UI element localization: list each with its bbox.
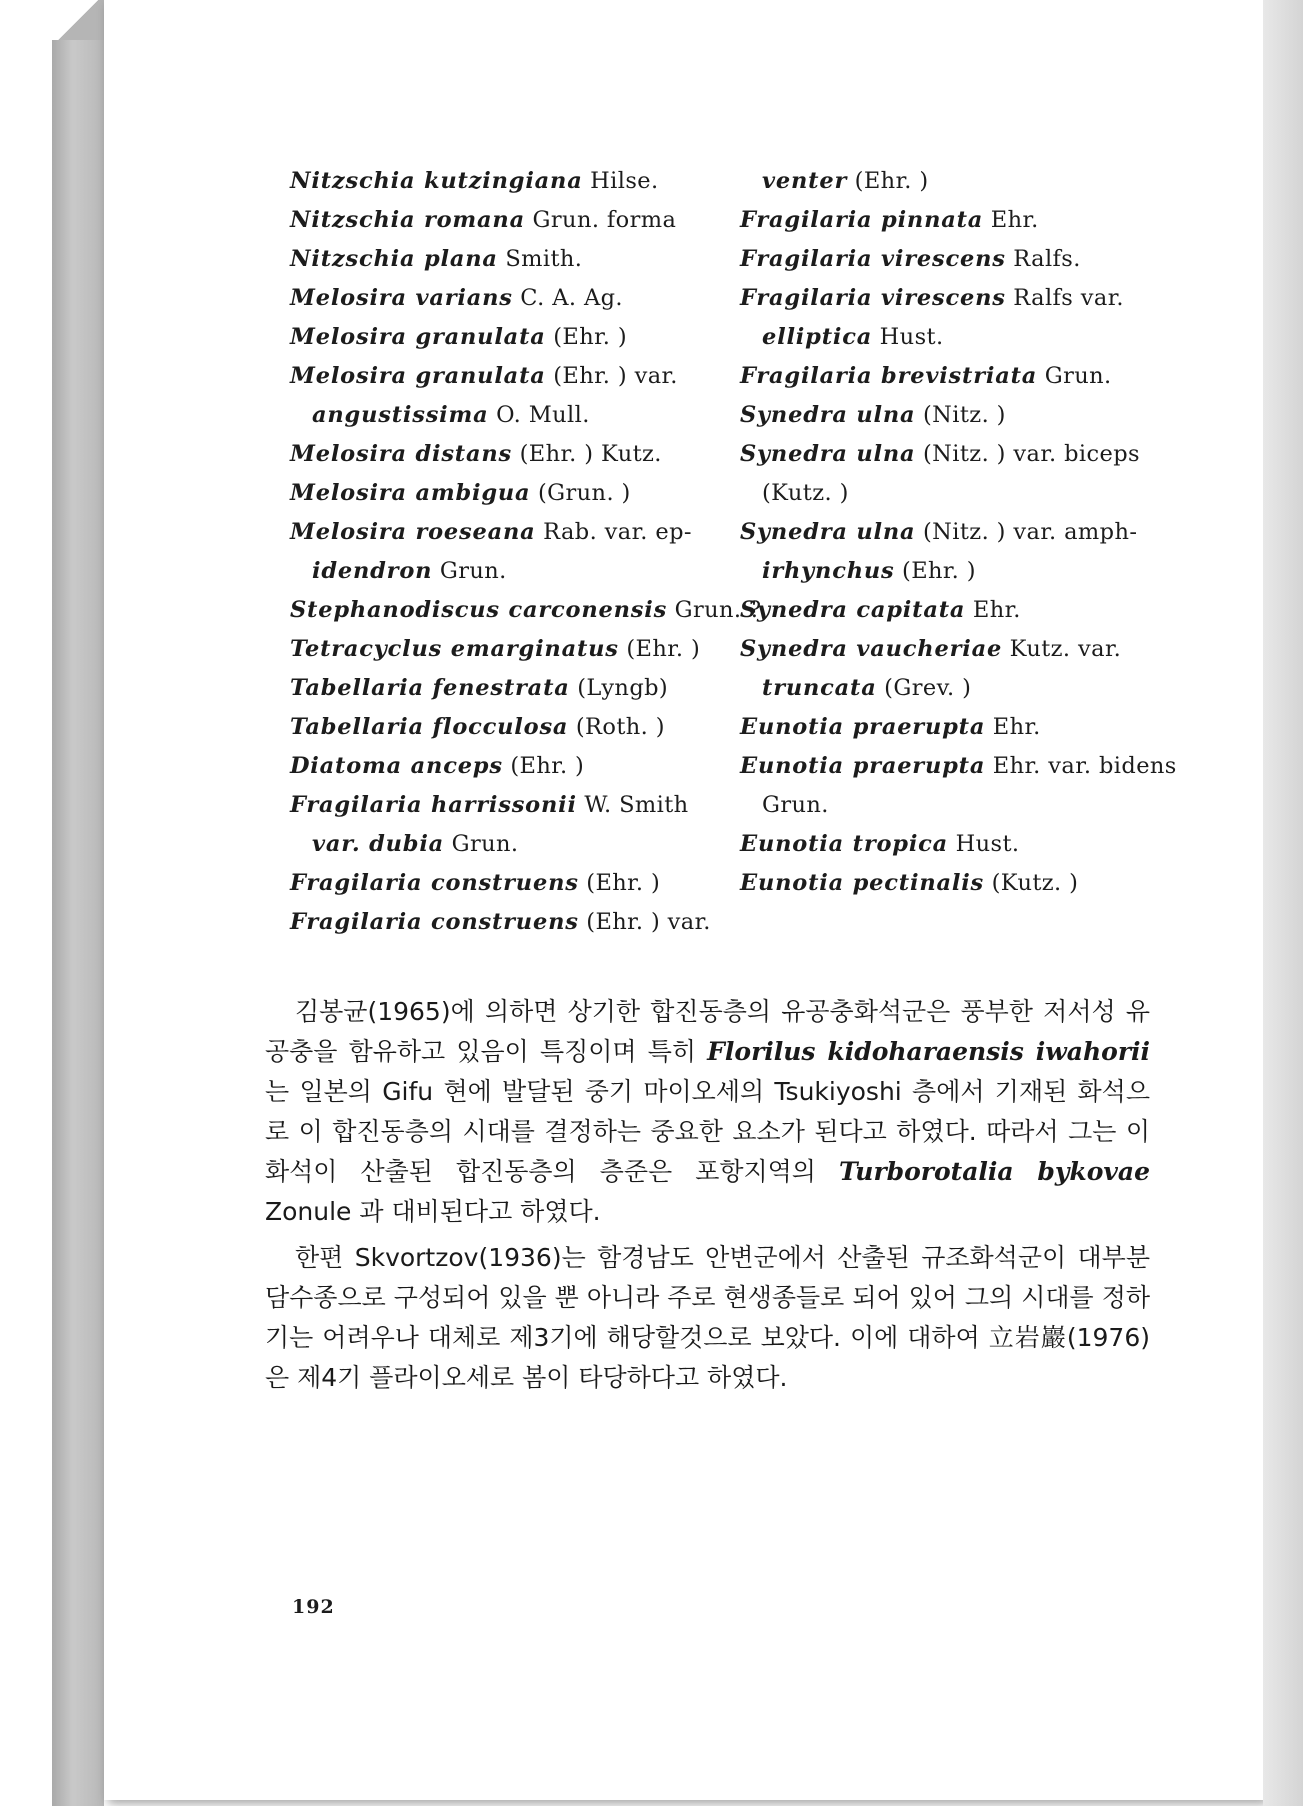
body-text xyxy=(265,992,1150,1404)
paragraph-1-text-a: 김봉균(1965)에 의하면 상기한 합진동층의 유공충화석군은 풍부한 저서성 유공충을 함유하고 있음이 특징이며 특히 xyxy=(265,997,1150,1066)
species-italic-name: Eunotia praerupta xyxy=(740,753,986,779)
page-number: 192 xyxy=(292,1596,335,1618)
species-italic-name: truncata xyxy=(762,675,877,701)
species-authority: Ehr. var. bidens xyxy=(985,753,1177,779)
species-authority: (Ehr. ) xyxy=(545,324,628,350)
species-entry xyxy=(740,591,1160,630)
species-italic-name: Synedra ulna xyxy=(740,519,916,545)
species-entry xyxy=(290,396,700,435)
species-italic-name: Tabellaria flocculosa xyxy=(290,714,569,740)
species-italic-name: Eunotia praerupta xyxy=(740,714,986,740)
species-italic-name: Eunotia pectinalis xyxy=(740,870,985,896)
species-authority: Ralfs. xyxy=(1005,246,1081,272)
paragraph-2: 한편 Skvortzov(1936)는 함경남도 안변군에서 산출된 규조화석군이 대부분 담수종으로 구성되어 있을 뿐 아니라 주로 현생종들로 되어 있어 그의 시대를 정하기는 어려우나 대체로 제3기에 해당할것으로 보았다. 이에 대하여 立岩巖(1976)은 제4기 플라이오세로 봄이 타당하다고 하였다. xyxy=(265,1243,1150,1392)
species-italic-name: Synedra ulna xyxy=(740,441,916,467)
species-entry xyxy=(290,474,700,513)
species-entry xyxy=(740,669,1160,708)
species-entry xyxy=(290,318,700,357)
species-italic-name: venter xyxy=(762,168,848,194)
species-entry xyxy=(290,240,700,279)
species-authority: (Ehr. ) xyxy=(847,168,929,194)
species-entry xyxy=(740,825,1160,864)
species-authority: Hust. xyxy=(948,831,1020,857)
species-italic-name: Synedra ulna xyxy=(740,402,916,428)
species-entry xyxy=(740,708,1160,747)
species-entry xyxy=(740,864,1160,903)
species-entry xyxy=(290,708,700,747)
species-name-florilus: Florilus kidoharaensis iwahorii xyxy=(707,1037,1150,1066)
species-entry xyxy=(290,591,762,630)
species-list-right xyxy=(740,162,1177,903)
species-entry xyxy=(290,552,700,591)
species-authority: (Grev. ) xyxy=(876,675,972,701)
species-italic-name: Nitzschia kutzingiana xyxy=(290,168,583,194)
species-authority: (Kutz. ) xyxy=(762,480,849,506)
species-italic-name: idendron xyxy=(312,558,433,584)
species-entry xyxy=(740,279,1160,318)
species-entry xyxy=(740,162,1160,201)
species-italic-name: Melosira varians xyxy=(290,285,513,311)
species-italic-name: Fragilaria virescens xyxy=(740,285,1006,311)
species-entry xyxy=(740,513,1160,552)
species-entry xyxy=(740,474,1160,513)
species-italic-name: Stephanodiscus carconensis xyxy=(290,597,668,623)
species-italic-name: Diatoma anceps xyxy=(290,753,503,779)
species-entry xyxy=(740,201,1160,240)
species-authority: (Ehr. ) var. xyxy=(545,363,678,389)
species-authority: (Nitz. ) var. biceps xyxy=(915,441,1140,467)
species-entry xyxy=(290,513,700,552)
species-authority: Grun. xyxy=(1037,363,1112,389)
species-entry xyxy=(290,162,700,201)
paragraph-1-text-c: Zonule 과 대비된다고 하였다. xyxy=(265,1197,601,1226)
species-entry xyxy=(740,435,1160,474)
species-authority: (Kutz. ) xyxy=(984,870,1079,896)
species-italic-name: Fragilaria pinnata xyxy=(740,207,984,233)
species-italic-name: Fragilaria construens xyxy=(290,909,579,935)
species-italic-name: irhynchus xyxy=(762,558,895,584)
species-italic-name: elliptica xyxy=(762,324,873,350)
species-entry xyxy=(290,630,700,669)
species-italic-name: var. dubia xyxy=(312,831,445,857)
species-authority: Ralfs var. xyxy=(1005,285,1124,311)
species-italic-name: Fragilaria brevistriata xyxy=(740,363,1038,389)
species-authority: Kutz. var. xyxy=(1002,636,1122,662)
species-entry xyxy=(290,786,700,825)
species-italic-name: Melosira distans xyxy=(290,441,513,467)
species-italic-name: Synedra vaucheriae xyxy=(740,636,1003,662)
species-entry xyxy=(290,669,700,708)
species-entry xyxy=(290,201,700,240)
species-italic-name: Tabellaria fenestrata xyxy=(290,675,570,701)
species-italic-name: Tetracyclus emarginatus xyxy=(290,636,619,662)
species-authority: (Ehr. ) xyxy=(502,753,585,779)
species-entry xyxy=(740,396,1160,435)
species-authority: (Ehr. ) xyxy=(618,636,701,662)
species-italic-name: Eunotia tropica xyxy=(740,831,949,857)
species-authority: Ehr. xyxy=(983,207,1039,233)
species-entry xyxy=(290,357,700,396)
book-spine-top xyxy=(52,0,104,40)
species-authority: Grun. xyxy=(432,558,507,584)
paragraph-1-text-b: 는 일본의 Gifu 현에 발달된 중기 마이오세의 Tsukiyoshi 층에서 기재된 화석으로 이 합진동층의 시대를 결정하는 중요한 요소가 된다고 하였다. 따라서 그는 이 화석이 산출된 합진동층의 층준은 포항지역의 xyxy=(265,1077,1150,1186)
species-authority: (Ehr. ) var. xyxy=(578,909,711,935)
species-entry xyxy=(740,552,1160,591)
species-italic-name: Synedra capitata xyxy=(740,597,966,623)
species-entry xyxy=(740,786,1160,825)
book-spine xyxy=(52,40,104,1806)
species-entry xyxy=(740,318,1160,357)
species-entry xyxy=(740,240,1160,279)
species-italic-name: Fragilaria virescens xyxy=(740,246,1006,272)
species-list-left xyxy=(290,162,762,942)
species-authority: Grun. ? xyxy=(667,597,762,623)
species-authority: (Nitz. ) xyxy=(915,402,1006,428)
species-authority: Ehr. xyxy=(965,597,1021,623)
species-entry xyxy=(290,435,700,474)
species-authority: Grun. forma xyxy=(524,207,677,233)
species-authority: (Ehr. ) xyxy=(894,558,976,584)
species-authority: C. A. Ag. xyxy=(512,285,623,311)
species-authority: (Nitz. ) var. amph- xyxy=(915,519,1138,545)
species-entry xyxy=(290,864,700,903)
species-italic-name: Nitzschia romana xyxy=(290,207,525,233)
species-authority: Ehr. xyxy=(985,714,1041,740)
species-italic-name: Melosira ambigua xyxy=(290,480,531,506)
paragraph-1 xyxy=(265,992,1150,1232)
species-authority: (Roth. ) xyxy=(568,714,665,740)
species-italic-name: Melosira granulata xyxy=(290,363,546,389)
species-authority: O. Mull. xyxy=(488,402,590,428)
species-authority: W. Smith xyxy=(576,792,689,818)
species-authority: Grun. xyxy=(762,792,829,818)
species-entry xyxy=(290,825,700,864)
page-edge xyxy=(1263,0,1303,1806)
species-authority: Hust. xyxy=(872,324,944,350)
species-authority: (Lyngb) xyxy=(569,675,669,701)
species-authority: Rab. var. ep- xyxy=(535,519,692,545)
species-entry xyxy=(740,357,1160,396)
species-authority: Hilse. xyxy=(582,168,659,194)
species-name-turborotalia: Turborotalia bykovae xyxy=(838,1157,1150,1186)
species-authority: (Grun. ) xyxy=(530,480,631,506)
species-italic-name: Fragilaria harrissonii xyxy=(290,792,577,818)
species-authority: Smith. xyxy=(497,246,583,272)
species-italic-name: Fragilaria construens xyxy=(290,870,579,896)
species-entry xyxy=(740,630,1160,669)
species-italic-name: Nitzschia plana xyxy=(290,246,498,272)
species-italic-name: Melosira granulata xyxy=(290,324,546,350)
species-entry xyxy=(740,747,1177,786)
species-entry xyxy=(290,903,711,942)
species-authority: (Ehr. ) xyxy=(578,870,661,896)
species-authority: Grun. xyxy=(444,831,519,857)
species-italic-name: Melosira roeseana xyxy=(290,519,536,545)
species-entry xyxy=(290,279,700,318)
species-italic-name: angustissima xyxy=(312,402,489,428)
species-authority: (Ehr. ) Kutz. xyxy=(512,441,662,467)
species-entry xyxy=(290,747,700,786)
